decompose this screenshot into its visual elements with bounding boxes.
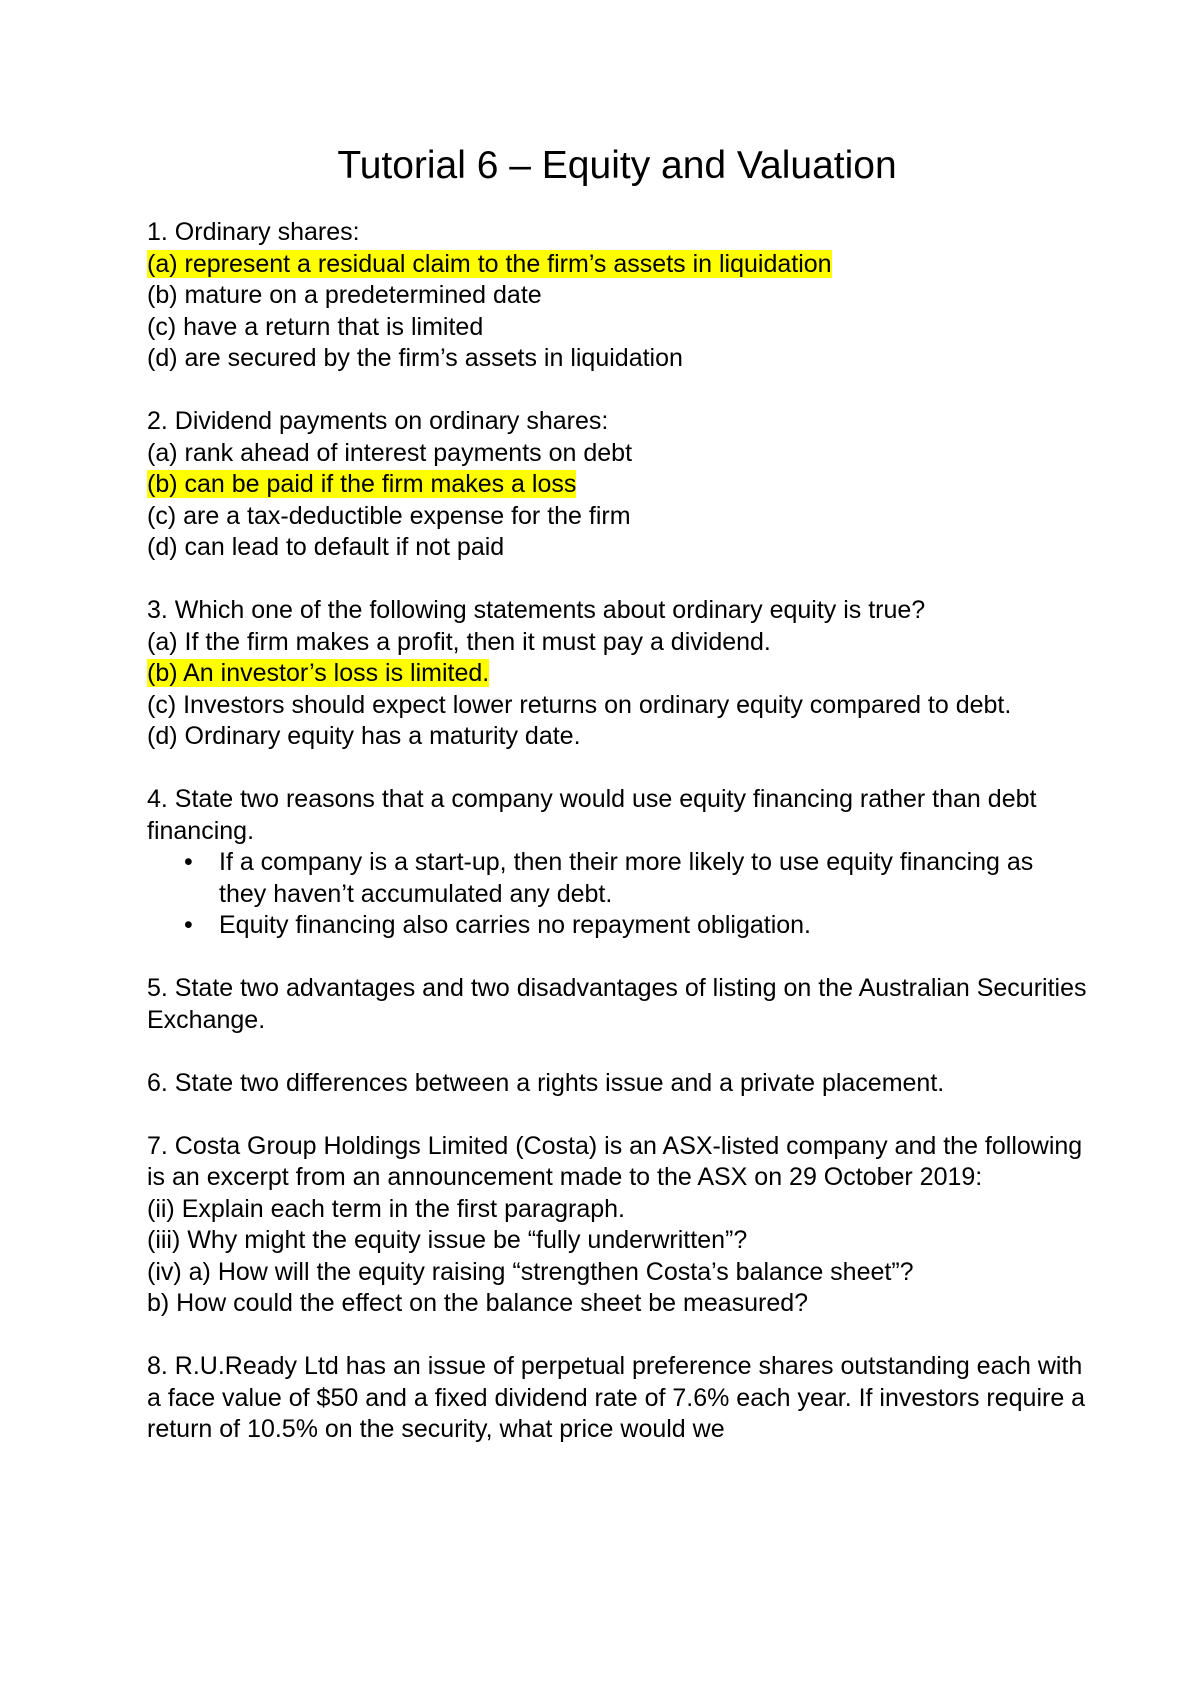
question-stem: 7. Costa Group Holdings Limited (Costa) is an ASX-listed company and the following is an excerpt from an announcement made to the ASX on 29 October 2019:	[147, 1131, 1083, 1191]
document-page	[147, 142, 1087, 1477]
question-stem: 5. State two advantages and two disadvantages of listing on the Australian Securities Exchange.	[147, 974, 1087, 1034]
answer-bullet	[184, 847, 1087, 910]
answer-bullet	[184, 910, 1087, 942]
question-3	[147, 595, 1087, 753]
answer-bullet-text: If a company is a start-up, then their more likely to use equity financing as they haven’t accumulated any debt.	[219, 848, 1034, 908]
answer-bullet-text: Equity financing also carries no repayment obligation.	[219, 911, 812, 939]
question-8	[147, 1351, 1087, 1446]
answer-option: (a) rank ahead of interest payments on debt	[147, 438, 633, 467]
answer-option: (b) mature on a predetermined date	[147, 281, 542, 309]
answer-option: (d) Ordinary equity has a maturity date.	[147, 722, 581, 750]
bullet-icon: •	[184, 848, 193, 876]
answer-bullet-list	[147, 847, 1087, 942]
answer-option: (c) are a tax-deductible expense for the firm	[147, 501, 631, 530]
question-stem: 6. State two differences between a rights issue and a private placement.	[147, 1068, 945, 1097]
answer-option: (d) are secured by the firm’s assets in liquidation	[147, 344, 683, 372]
question-part: b) How could the effect on the balance sheet be measured?	[147, 1289, 809, 1317]
question-4	[147, 784, 1087, 942]
question-stem: 4. State two reasons that a company would use equity financing rather than debt financing.	[147, 785, 1037, 845]
question-2	[147, 406, 1087, 564]
answer-option: (a) If the firm makes a profit, then it must pay a dividend.	[147, 627, 771, 656]
question-stem: 1. Ordinary shares:	[147, 218, 360, 246]
answer-option-highlighted: (b) An investor’s loss is limited.	[147, 659, 490, 687]
answer-option-highlighted: (b) can be paid if the firm makes a loss	[147, 470, 577, 498]
page-title: Tutorial 6 – Equity and Valuation	[337, 144, 897, 187]
question-part: (iv) a) How will the equity raising “strengthen Costa’s balance sheet”?	[147, 1257, 914, 1286]
question-5	[147, 973, 1087, 1036]
question-1	[147, 217, 1087, 375]
question-6	[147, 1068, 1087, 1100]
answer-option: (c) Investors should expect lower returns on ordinary equity compared to debt.	[147, 690, 1012, 719]
bullet-icon: •	[184, 911, 193, 939]
answer-option: (c) have a return that is limited	[147, 312, 484, 341]
question-stem: 8. R.U.Ready Ltd has an issue of perpetual preference shares outstanding each with a face value of $50 and a fixed dividend rate of 7.6% each year. If investors require a return of 10.5% on the security, what price would we	[147, 1352, 1086, 1443]
question-7	[147, 1131, 1087, 1320]
question-stem: 2. Dividend payments on ordinary shares:	[147, 407, 609, 435]
question-part: (iii) Why might the equity issue be “fully underwritten”?	[147, 1226, 748, 1254]
question-part: (ii) Explain each term in the first paragraph.	[147, 1194, 625, 1223]
answer-option-highlighted: (a) represent a residual claim to the firm’s assets in liquidation	[147, 249, 832, 278]
question-stem: 3. Which one of the following statements about ordinary equity is true?	[147, 596, 926, 624]
answer-option: (d) can lead to default if not paid	[147, 533, 505, 561]
